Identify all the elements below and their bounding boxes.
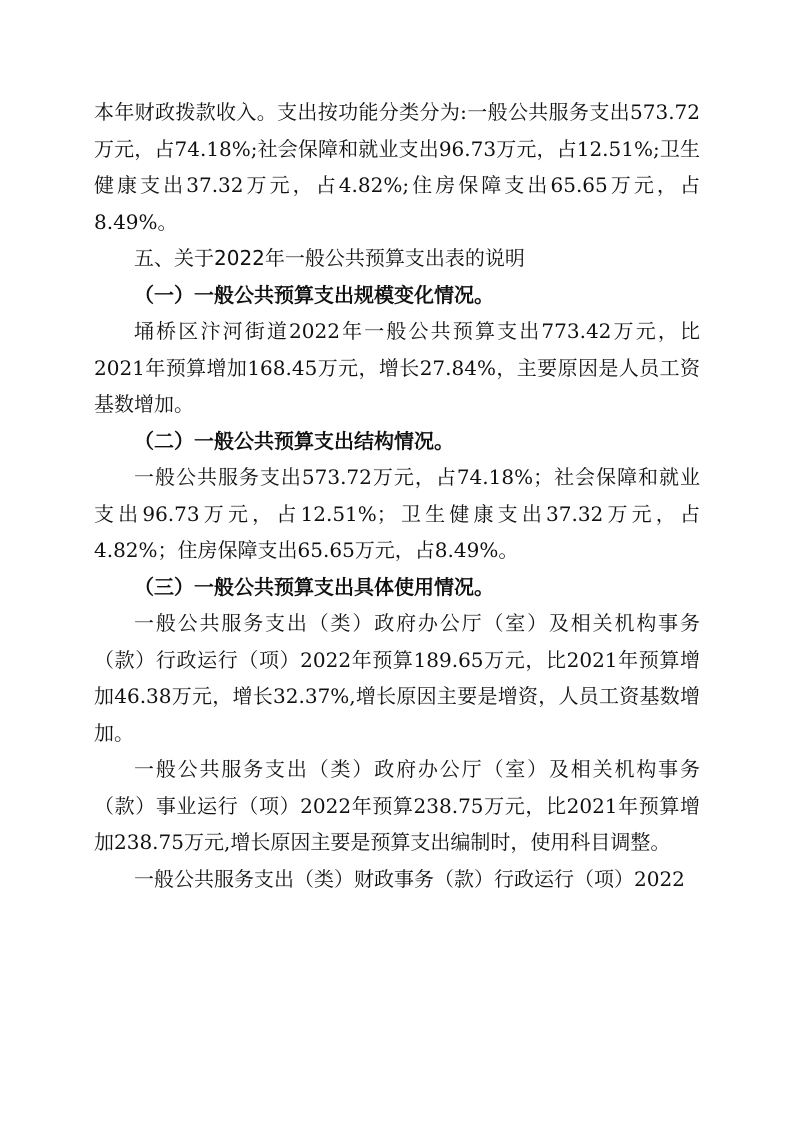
subsection-heading-3: （三）一般公共预算支出具体使用情况。 <box>134 574 494 599</box>
body-paragraph-scale: 埇桥区汴河街道2022年一般公共预算支出773.42万元，比2021年预算增加168.45万元，增长27.84%，主要原因是人员工资基数增加。 <box>94 319 700 416</box>
intro-paragraph: 本年财政拨款收入。支出按功能分类分为:一般公共服务支出573.72万元，占74.18%;社会保障和就业支出96.73万元，占12.51%;卫生健康支出37.32万元，占4.82%;住房保障支出65.65万元，占8.49%。 <box>94 100 700 234</box>
section-heading: 五、关于2022年一般公共预算支出表的说明 <box>134 246 525 270</box>
subsection-heading-2: （二）一般公共预算支出结构情况。 <box>134 428 454 453</box>
body-paragraph-institution-operation: 一般公共服务支出（类）政府办公厅（室）及相关机构事务（款）事业运行（项）2022年预算238.75万元，比2021年预算增加238.75万元,增长原因主要是预算支出编制时，使用科目调整。 <box>94 757 700 854</box>
body-paragraph-admin-operation: 一般公共服务支出（类）政府办公厅（室）及相关机构事务（款）行政运行（项）2022年预算189.65万元，比2021年预算增加46.38万元，增长32.37%,增长原因主要是增资，人员工资基数增加。 <box>94 611 700 745</box>
body-paragraph-structure: 一般公共服务支出573.72万元，占74.18%；社会保障和就业支出96.73万元，占12.51%；卫生健康支出37.32万元，占4.82%；住房保障支出65.65万元，占8.49%。 <box>94 465 700 562</box>
body-paragraph-finance-operation: 一般公共服务支出（类）财政事务（款）行政运行（项）2022 <box>134 866 685 891</box>
subsection-heading-1: （一）一般公共预算支出规模变化情况。 <box>134 282 494 307</box>
document-page <box>94 94 700 897</box>
